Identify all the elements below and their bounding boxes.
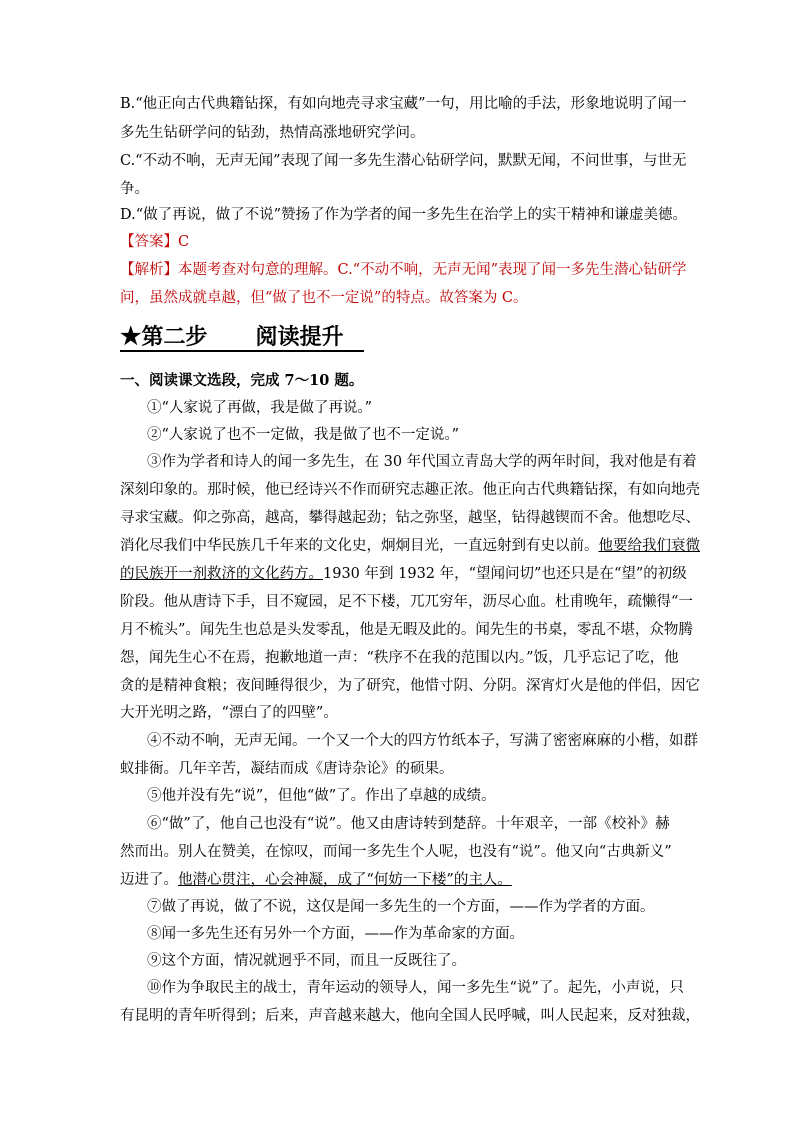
analysis-line-1: [120, 260, 687, 280]
analysis-text-1: 本题考查对句意的理解。C.“不动不响，无声无闻”表现了闻一多先生潜心钻研学: [178, 262, 687, 278]
passage-p3-line-7: 月不梳头”。闻先生也总是头发零乱，他是无暇及此的。闻先生的书桌，零乱不堪，众物腾: [120, 622, 693, 638]
passage-p3-line-9: 贪的是精神食粮；夜间睡得很少，为了研究，他惜寸阴、分阴。深宵灯火是他的伴侣，因它: [120, 678, 700, 694]
passage-p1: ①“人家说了再做，我是做了再说。”: [147, 400, 373, 416]
analysis-tag: 【解析】: [120, 262, 178, 278]
passage-p3-line-3: 寻求宝藏。仰之弥高，越高，攀得越起劲；钻之弥坚，越坚，钻得越锲而不舍。他想吃尽、: [120, 510, 700, 526]
passage-p8: ⑧闻一多先生还有另外一个方面，——作为革命家的方面。: [147, 926, 524, 942]
passage-p3-line-2: 深刻印象的。那时候，他已经诗兴不作而研究志趣正浓。他正向古代典籍钻探，有如向地壳: [120, 482, 700, 498]
step-title: 阅读提升: [255, 324, 344, 350]
passage-p6-line-1: ⑥“做”了，他自己也没有“说”。他又由唐诗转到楚辞。十年艰辛，一部《校补》赫: [147, 816, 670, 832]
passage-p3-line-10: 大开光明之路，“漂白了的四壁”。: [120, 705, 338, 721]
answer-row: [120, 232, 189, 252]
passage-p4-line-1: ④不动不响，无声无闻。一个又一个大的四方竹纸本子，写满了密密麻麻的小楷，如群: [147, 733, 698, 749]
passage-p10-line-2: 有昆明的青年听得到；后来，声音越来越大，他向全国人民呼喊，叫人民起来，反对独裁，: [120, 1008, 700, 1024]
answer-value: C: [178, 234, 190, 250]
option-d-line: D.“做了再说，做了不说”赞扬了作为学者的闻一多先生在治学上的实干精神和谦虚美德。: [120, 207, 688, 223]
passage-p3-text-4: 消化尽我们中华民族几千年来的文化史，炯炯目光，一直远射到有史以前。: [120, 538, 599, 554]
section-title: 一、阅读课文选段，完成 7～10 题。: [120, 372, 364, 389]
analysis-line-2: 问，虽然成就卓越，但“做了也不一定说”的特点。故答案为 C。: [120, 290, 528, 306]
passage-p6-text-3: 迈进了。: [120, 872, 178, 888]
passage-p3-line-6: 阶段。他从唐诗下手，目不窥园，足不下楼，兀兀穷年，沥尽心血。杜甫晚年，疏懒得“一: [120, 594, 693, 610]
passage-p2: ②“人家说了也不一定做，我是做了也不一定说。”: [147, 427, 460, 443]
underlined-sentence-1a: 他要给我们衰微: [598, 538, 700, 554]
option-b-line-2: 多先生钻研学问的钻劲，热情高涨地研究学问。: [120, 125, 425, 141]
passage-p3-text-5: 1930 年到 1932 年，“望闻问切”也还只是在“望”的初级: [323, 566, 687, 582]
step-label: 第二步: [141, 324, 208, 350]
passage-p3-line-1: ③作为学者和诗人的闻一多先生，在 30 年代国立青岛大学的两年时间，我对他是有着: [147, 454, 697, 470]
passage-p7: ⑦做了再说，做了不说，这仅是闻一多先生的一个方面，——作为学者的方面。: [147, 899, 655, 915]
passage-p3-line-8: 怨，闻先生心不在焉，抱歉地道一声：“秩序不在我的范围以内。”饭，几乎忘记了吃，他: [120, 650, 679, 666]
step-heading: [120, 322, 364, 352]
passage-p10-line-1: ⑩作为争取民主的战士，青年运动的领导人，闻一多先生“说”了。起先，小声说，只: [147, 980, 684, 996]
answer-tag: 【答案】: [120, 234, 178, 250]
passage-p6-line-2: 然而出。别人在赞美，在惊叹，而闻一多先生个人呢，也没有“说”。他又向“古典新义”: [120, 844, 672, 860]
option-c-line-1: C.“不动不响，无声无闻”表现了闻一多先生潜心钻研学问，默默无闻，不问世事，与世无: [120, 153, 687, 169]
underlined-sentence-2: 他潜心贯注，心会神凝，成了“何妨一下楼”的主人。: [178, 872, 512, 888]
star-icon: ★: [120, 321, 142, 350]
option-c-line-2: 争。: [120, 181, 149, 197]
passage-p9: ⑨这个方面，情况就迥乎不同，而且一反既往了。: [147, 953, 466, 969]
option-b-line-1: B.“他正向古代典籍钻探，有如向地壳寻求宝藏”一句，用比喻的手法，形象地说明了闻一: [120, 96, 687, 112]
passage-p6-line-3: [120, 870, 512, 890]
passage-p3-line-5: [120, 564, 687, 584]
passage-p5: ⑤他并没有先“说”，但他“做”了。作出了卓越的成绩。: [147, 788, 496, 804]
passage-p3-line-4: [120, 536, 700, 556]
passage-p4-line-2: 蚁排衙。几年辛苦，凝结而成《唐诗杂论》的硕果。: [120, 761, 454, 777]
underlined-sentence-1b: 的民族开一剂救济的文化药方。: [120, 566, 323, 582]
